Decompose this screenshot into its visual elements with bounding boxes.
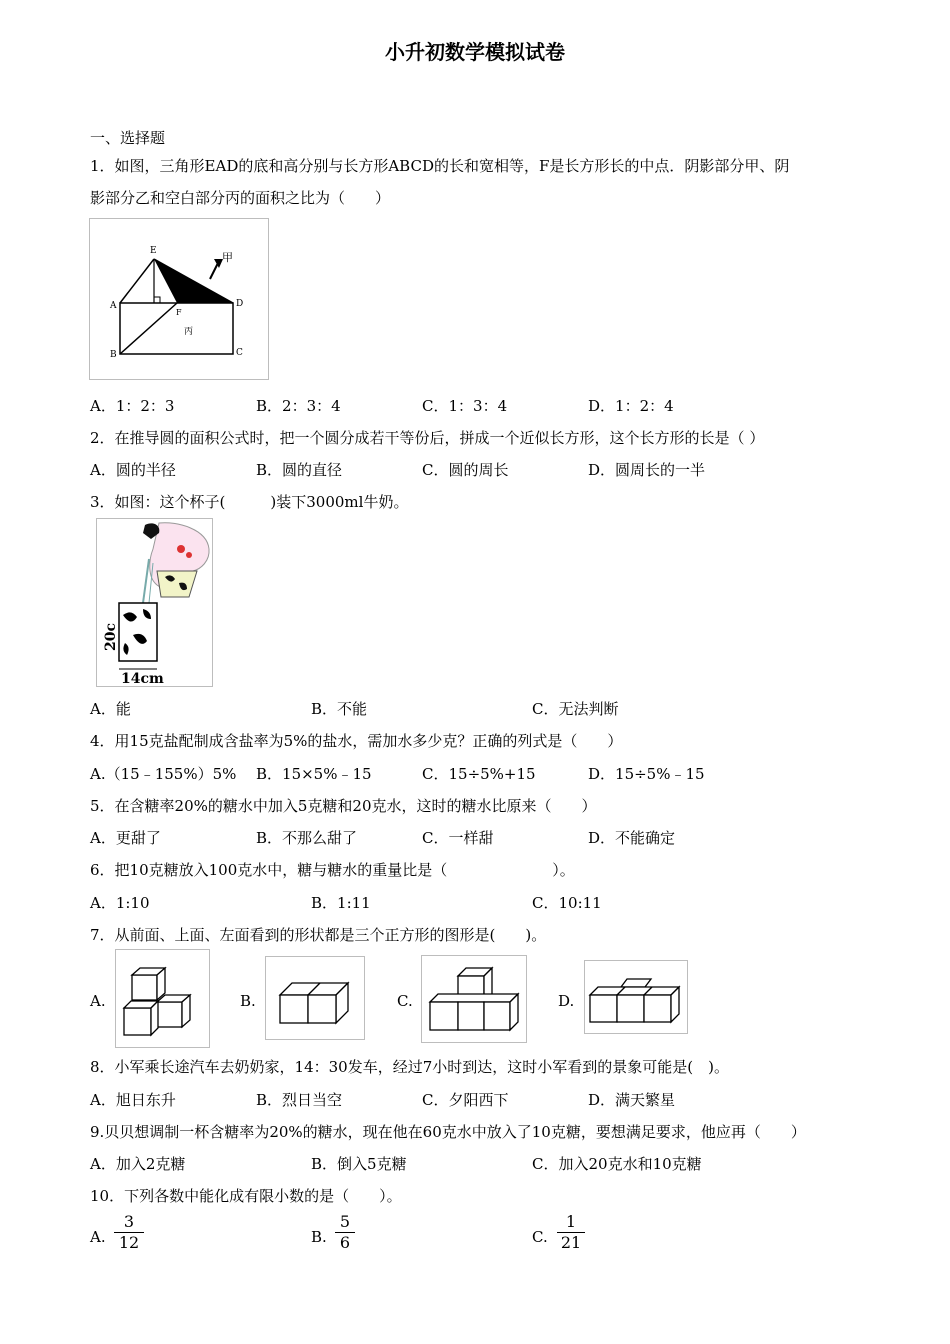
triangle-rectangle-diagram <box>90 219 268 379</box>
q9-text: 9.贝贝想调制一杯含糖率为20%的糖水，现在他在60克水中放入了10克糖，要想满足要求，他应再（ ） <box>90 1123 806 1141</box>
fraction-denominator: 6 <box>339 1233 351 1252</box>
q5-option-c[interactable]: C．一样甜 <box>422 829 494 847</box>
q3-option-b[interactable]: B．不能 <box>311 700 368 718</box>
q1-figure <box>89 218 269 380</box>
q9-option-a[interactable]: A．加入2克糖 <box>90 1155 186 1173</box>
q1-text-line2: 影部分乙和空白部分丙的面积之比为（ ） <box>90 189 391 207</box>
q2-option-c[interactable]: C．圆的周长 <box>422 461 509 479</box>
q10-option-a-label[interactable]: A. <box>90 1228 106 1246</box>
q4-option-b[interactable]: B．15×5%﹣15 <box>256 765 372 783</box>
q8-option-d[interactable]: D．满天繁星 <box>588 1091 676 1109</box>
fraction-numerator: 5 <box>335 1212 355 1233</box>
q3-option-a[interactable]: A．能 <box>90 700 131 718</box>
cube-stack-a <box>116 950 209 1047</box>
q5-option-b[interactable]: B．不那么甜了 <box>256 829 358 847</box>
q6-option-c[interactable]: C．10:11 <box>532 894 602 912</box>
q7-option-b-figure[interactable] <box>265 956 365 1040</box>
q10-text: 10．下列各数中能化成有限小数的是（ ）。 <box>90 1187 402 1205</box>
label-c: C <box>236 348 243 358</box>
q7-option-a-label[interactable]: A. <box>90 992 106 1010</box>
label-bing: 丙 <box>184 327 194 337</box>
q8-option-c[interactable]: C．夕阳西下 <box>422 1091 509 1109</box>
q3-text: 3．如图：这个杯子( )装下3000ml牛奶。 <box>90 493 409 511</box>
q8-option-b[interactable]: B．烈日当空 <box>256 1091 343 1109</box>
section-heading: 一、选择题 <box>90 129 166 147</box>
q4-option-d[interactable]: D．15÷5%﹣15 <box>588 765 705 783</box>
q2-option-d[interactable]: D．圆周长的一半 <box>588 461 706 479</box>
q10-option-c-fraction[interactable] <box>557 1212 585 1253</box>
label-a: A <box>110 301 117 311</box>
q5-text: 5．在含糖率20%的糖水中加入5克糖和20克水，这时的糖水比原来（ ） <box>90 797 597 815</box>
q1-option-a[interactable]: A．1：2：3 <box>90 397 175 415</box>
q8-text: 8．小军乘长途汽车去奶奶家，14：30发车，经过7小时到达，这时小军看到的景象可能是( )。 <box>90 1058 729 1076</box>
q2-text: 2．在推导圆的面积公式时，把一个圆分成若干等份后，拼成一个近似长方形，这个长方形的长是（ ） <box>90 429 765 447</box>
label-width: 14cm <box>121 671 164 686</box>
q2-option-a[interactable]: A．圆的半径 <box>90 461 176 479</box>
cube-stack-b <box>266 957 364 1039</box>
q10-option-c-label[interactable]: C. <box>532 1228 548 1246</box>
q6-option-a[interactable]: A．1:10 <box>90 894 150 912</box>
q7-option-c-figure[interactable] <box>421 955 527 1043</box>
q4-text: 4．用15克盐配制成含盐率为5%的盐水，需加水多少克？正确的列式是（ ） <box>90 732 623 750</box>
q7-option-c-label[interactable]: C. <box>397 992 413 1010</box>
q4-option-a[interactable]: A.（15﹣155%）5% <box>90 765 237 783</box>
q3-option-c[interactable]: C．无法判断 <box>532 700 619 718</box>
q1-option-b[interactable]: B．2：3：4 <box>256 397 341 415</box>
q8-option-a[interactable]: A．旭日东升 <box>90 1091 176 1109</box>
fraction-denominator: 12 <box>118 1233 140 1252</box>
label-e: E <box>150 246 157 256</box>
q6-text: 6．把10克糖放入100克水中，糖与糖水的重量比是（ ）。 <box>90 861 575 879</box>
label-b: B <box>110 350 117 360</box>
q5-option-d[interactable]: D．不能确定 <box>588 829 676 847</box>
label-height: 20c <box>103 622 119 651</box>
q7-text: 7．从前面、上面、左面看到的形状都是三个正方形的图形是( )。 <box>90 926 547 944</box>
q1-text-line1: 1．如图，三角形EAD的底和高分别与长方形ABCD的长和宽相等，F是长方形长的中点．阴影部分甲、阴 <box>90 157 790 175</box>
q5-option-a[interactable]: A．更甜了 <box>90 829 161 847</box>
label-jia: 甲 <box>222 251 233 264</box>
q7-option-a-figure[interactable] <box>115 949 210 1048</box>
q1-option-d[interactable]: D．1：2：4 <box>588 397 674 415</box>
cube-stack-c <box>422 956 526 1042</box>
q2-option-b[interactable]: B．圆的直径 <box>256 461 343 479</box>
q7-option-d-figure[interactable] <box>584 960 688 1034</box>
q7-option-b-label[interactable]: B. <box>240 992 256 1010</box>
q1-option-c[interactable]: C．1：3：4 <box>422 397 508 415</box>
label-d: D <box>236 299 244 309</box>
q6-option-b[interactable]: B．1:11 <box>311 894 371 912</box>
q9-option-b[interactable]: B．倒入5克糖 <box>311 1155 407 1173</box>
q3-figure <box>96 518 213 687</box>
fraction-numerator: 3 <box>114 1212 144 1233</box>
q7-option-d-label[interactable]: D. <box>558 992 575 1010</box>
q4-option-c[interactable]: C．15÷5%+15 <box>422 765 536 783</box>
cube-stack-d <box>585 961 687 1033</box>
q10-option-a-fraction[interactable] <box>114 1212 144 1253</box>
milk-cup-diagram <box>97 519 212 686</box>
q10-option-b-fraction[interactable] <box>335 1212 355 1253</box>
label-f: F <box>176 308 182 317</box>
q9-option-c[interactable]: C．加入20克水和10克糖 <box>532 1155 702 1173</box>
fraction-numerator: 1 <box>557 1212 585 1233</box>
page-title: 小升初数学模拟试卷 <box>385 40 565 64</box>
q10-option-b-label[interactable]: B. <box>311 1228 327 1246</box>
fraction-denominator: 21 <box>560 1233 582 1252</box>
